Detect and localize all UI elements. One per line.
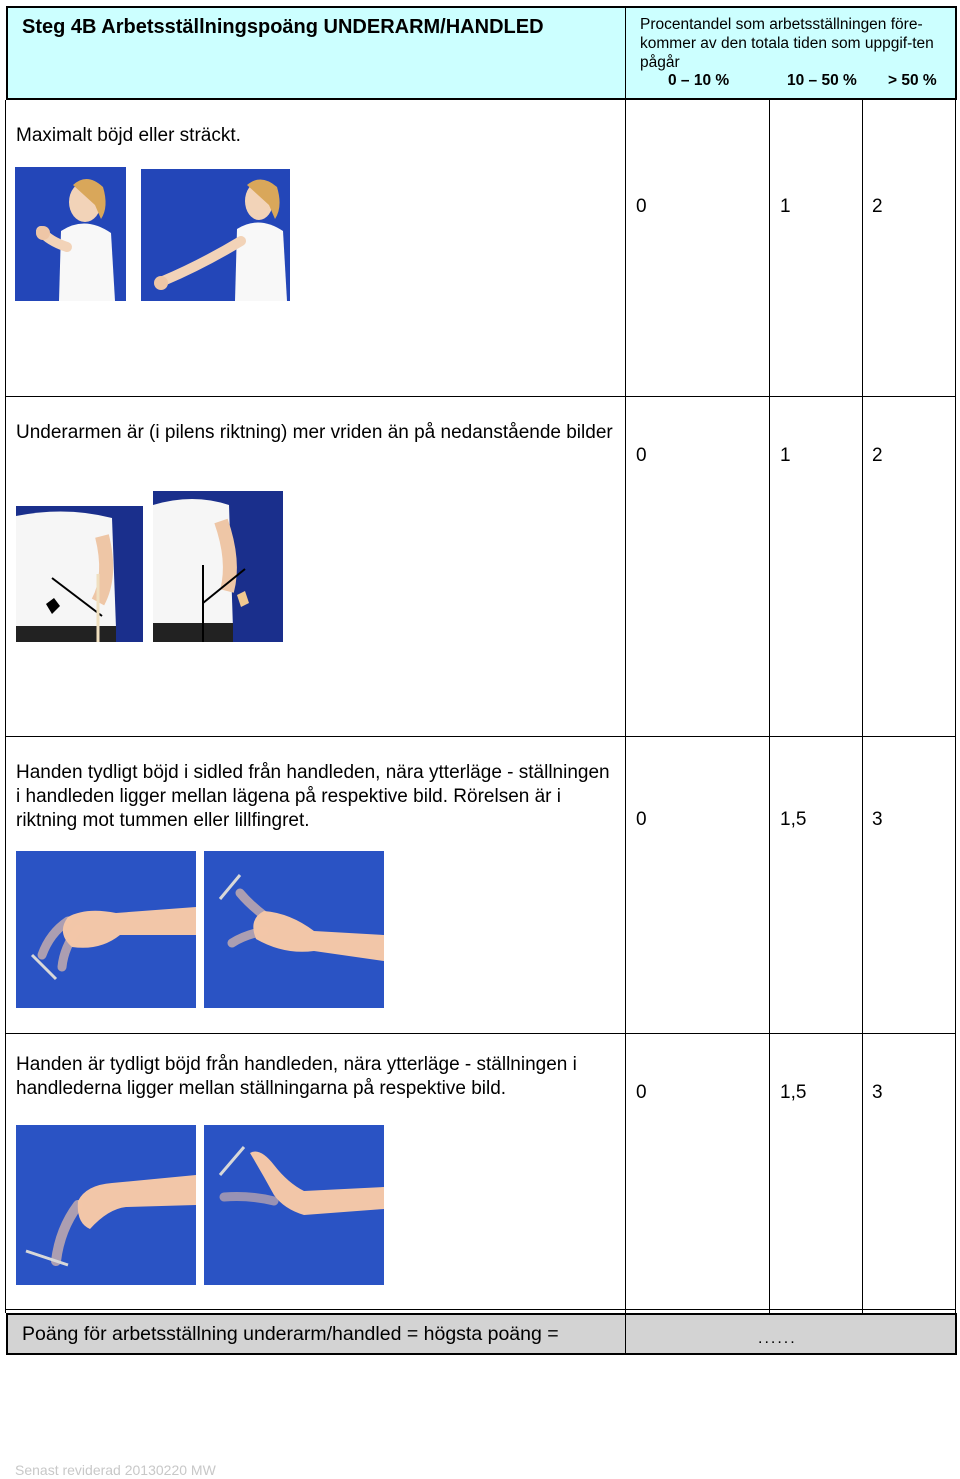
photo-forearm-pronation: [16, 506, 143, 642]
row-separator: [5, 396, 956, 397]
row-separator: [5, 1033, 956, 1034]
row-1-score-high: 2: [872, 196, 883, 217]
revision-note: Senast reviderad 20130220 MW: [15, 1462, 216, 1478]
row-4-score-high: 3: [872, 1082, 883, 1103]
row-2-score-low: 0: [636, 445, 647, 466]
column-header-over-50: > 50 %: [888, 72, 937, 89]
row-1-score-mid: 1: [780, 196, 791, 217]
page-title: Steg 4B Arbetsställningspoäng UNDERARM/HANDLED: [22, 16, 544, 38]
photo-radial-ulnar-deviation-2: [204, 851, 384, 1008]
row-3-score-mid: 1,5: [780, 809, 807, 830]
row-4-score-mid: 1,5: [780, 1082, 807, 1103]
table-border-left: [5, 100, 6, 1313]
row-4-score-low: 0: [636, 1082, 647, 1103]
photo-wrist-extended: [141, 169, 290, 301]
row-4-description: Handen är tydligt böjd från handleden, nära ytterläge - ställningen i handlederna ligger mellan ställningarna på respektive bild.: [16, 1054, 577, 1099]
photo-radial-ulnar-deviation-1: [16, 851, 196, 1008]
row-1-score-low: 0: [636, 196, 647, 217]
table-divider: [625, 100, 626, 1313]
row-3-score-high: 3: [872, 809, 883, 830]
photo-wrist-flexion: [16, 1125, 196, 1285]
row-separator: [5, 1309, 956, 1310]
photo-wrist-extension: [204, 1125, 384, 1285]
table-divider: [769, 100, 770, 1313]
total-score-label: Poäng för arbetsställning underarm/handled = högsta poäng =: [22, 1323, 559, 1345]
table-divider: [862, 100, 863, 1313]
row-3-description: Handen tydligt böjd i sidled från handleden, nära ytterläge - ställningen i handleden ligger mellan lägena på respektive bild. Rörelsen är i riktning mot tummen eller lillfingret.: [16, 762, 610, 831]
column-header-0-10: 0 – 10 %: [668, 72, 730, 89]
total-score-value: ......: [758, 1330, 797, 1347]
photo-forearm-supination: [153, 491, 283, 642]
row-2-description: Underarmen är (i pilens riktning) mer vriden än på nedanstående bilder: [16, 422, 613, 443]
column-header-10-50: 10 – 50 %: [787, 72, 857, 89]
table-border-right: [955, 100, 956, 1313]
frequency-description: Procentandel som arbetsställningen före-kommer av den totala tiden som uppgif-ten pågår: [640, 16, 934, 71]
row-1-description: Maximalt böjd eller sträckt.: [16, 125, 241, 146]
row-2-score-mid: 1: [780, 445, 791, 466]
row-2-score-high: 2: [872, 445, 883, 466]
row-3-score-low: 0: [636, 809, 647, 830]
row-separator: [5, 736, 956, 737]
photo-wrist-flexed: [15, 167, 126, 301]
